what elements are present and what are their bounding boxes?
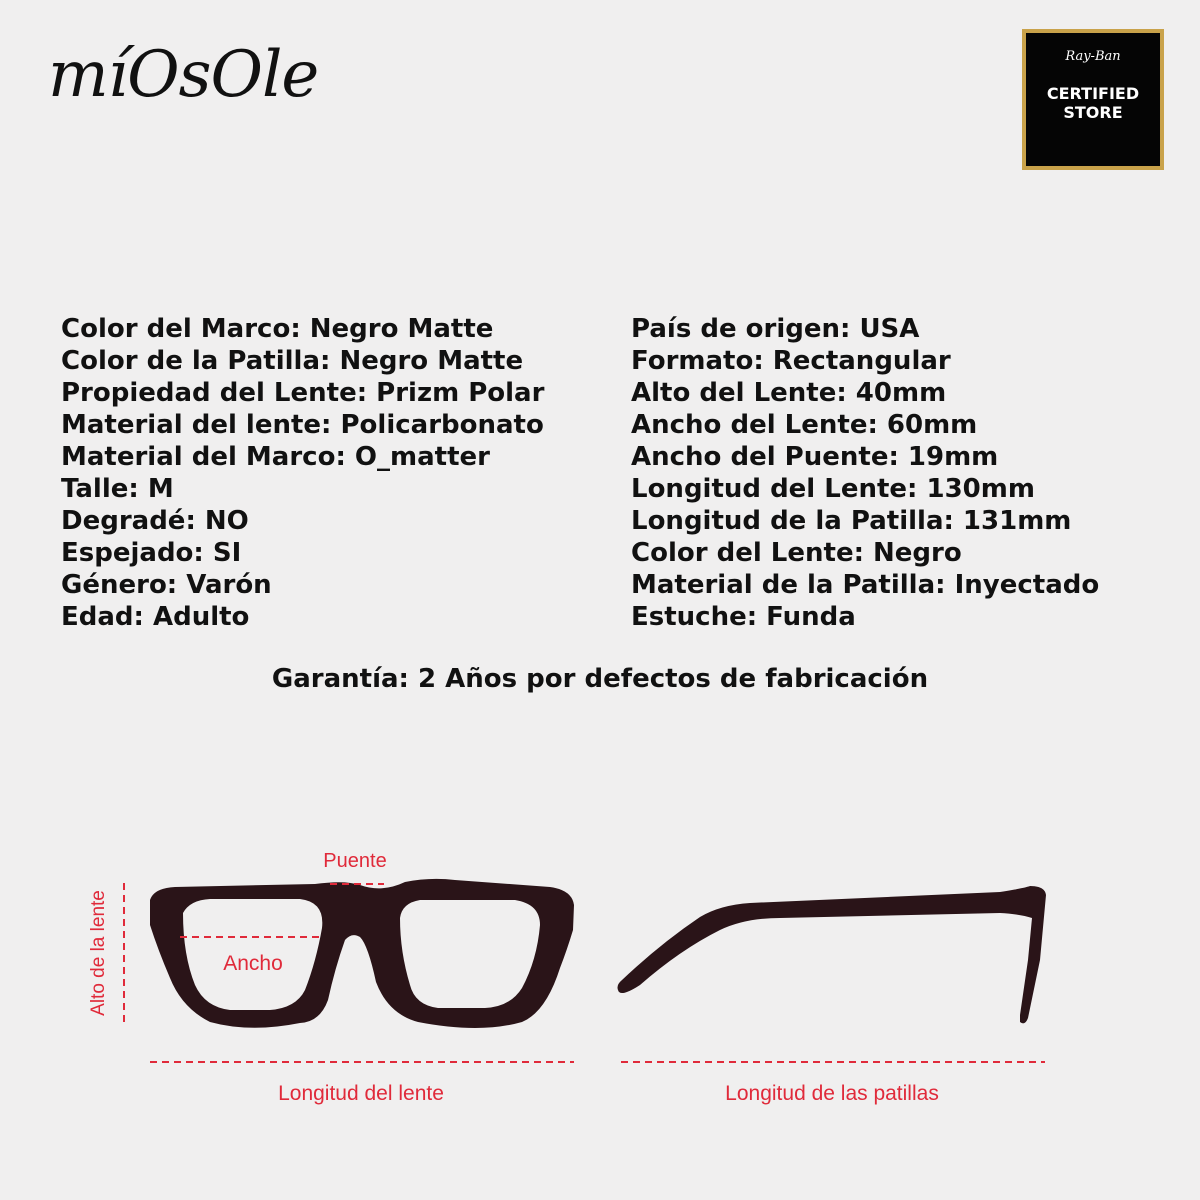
rayban-logo: Ray-Ban	[1065, 49, 1121, 64]
spec-item: Material del lente: Policarbonato	[61, 410, 544, 440]
spec-item: Longitud de la Patilla: 131mm	[631, 506, 1072, 536]
glasses-front-frame	[150, 879, 574, 1028]
bridge-label: Puente	[323, 850, 387, 872]
lens-length-label: Longitud del lente	[278, 1082, 444, 1105]
spec-item: Material del Marco: O_matter	[61, 442, 490, 472]
spec-item: Propiedad del Lente: Prizm Polar	[61, 378, 545, 408]
badge-line-2: STORE	[1063, 103, 1123, 122]
brand-logo: míOsOle	[48, 38, 319, 112]
glasses-side-temple	[618, 886, 1047, 1023]
lens-height-label: Alto de la lente	[88, 890, 109, 1016]
spec-item: Longitud del Lente: 130mm	[631, 474, 1035, 504]
guarantee-text: Garantía: 2 Años por defectos de fabricación	[271, 664, 929, 694]
spec-item: Espejado: SI	[61, 538, 242, 568]
spec-item: Alto del Lente: 40mm	[631, 378, 947, 408]
spec-item: Degradé: NO	[61, 506, 249, 536]
badge-line-1: CERTIFIED	[1046, 84, 1140, 103]
spec-item: Género: Varón	[61, 570, 272, 600]
spec-item: Formato: Rectangular	[631, 346, 951, 376]
spec-item: Ancho del Lente: 60mm	[631, 410, 978, 440]
temple-length-label: Longitud de las patillas	[725, 1082, 939, 1105]
spec-item: Edad: Adulto	[61, 602, 250, 632]
spec-item: Color del Lente: Negro	[631, 538, 962, 568]
spec-item: País de origen: USA	[631, 314, 920, 344]
spec-item: Color de la Patilla: Negro Matte	[61, 346, 524, 376]
spec-item: Ancho del Puente: 19mm	[631, 442, 999, 472]
spec-item: Talle: M	[61, 474, 174, 504]
spec-item: Color del Marco: Negro Matte	[61, 314, 494, 344]
width-label: Ancho	[223, 952, 283, 975]
spec-item: Estuche: Funda	[631, 602, 856, 632]
spec-item: Material de la Patilla: Inyectado	[631, 570, 1100, 600]
